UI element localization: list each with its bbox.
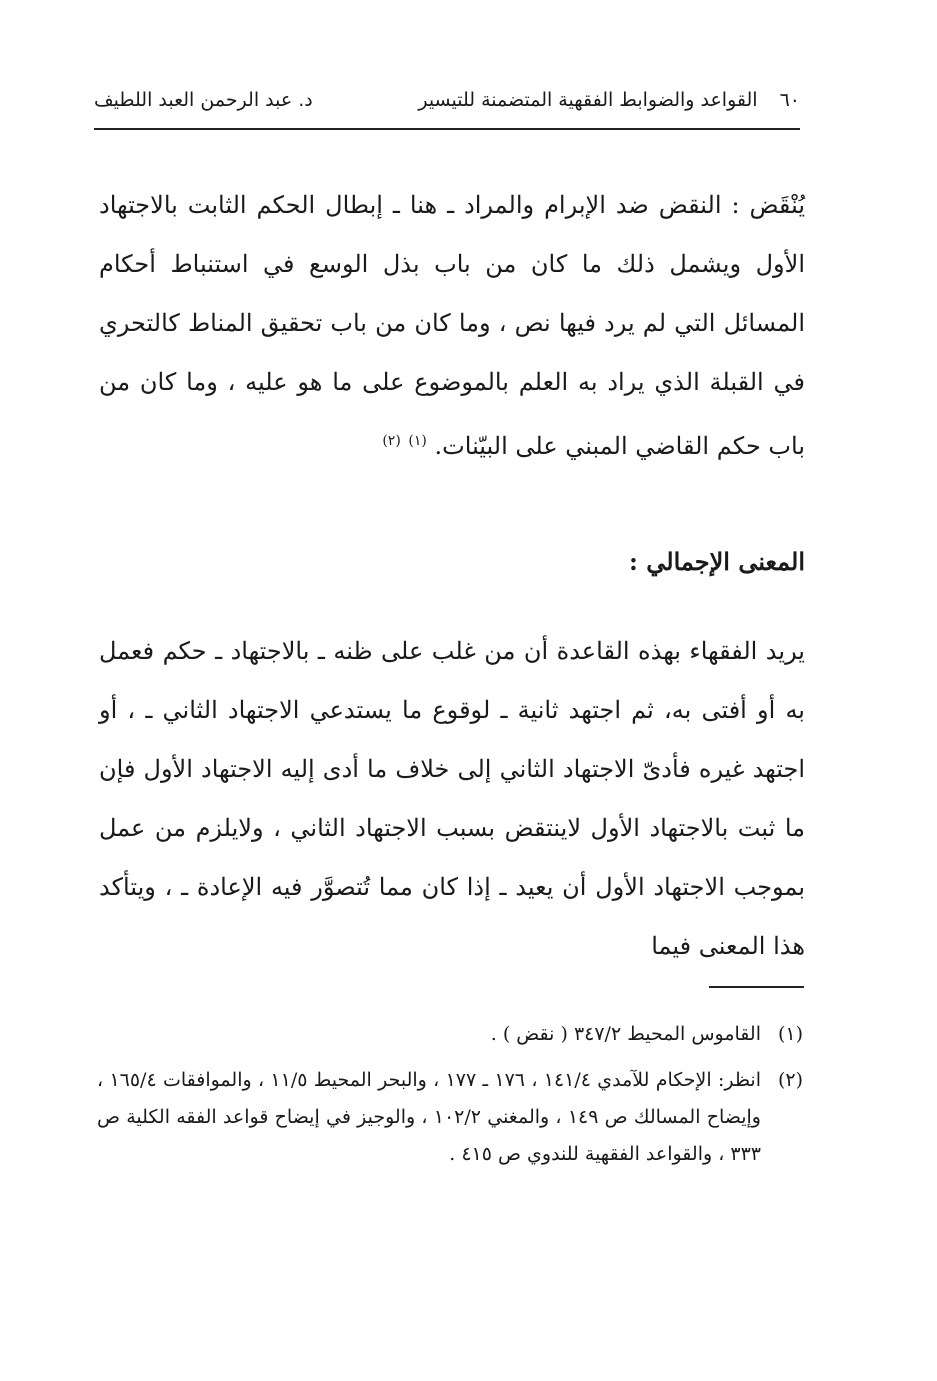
footnote-text: انظر: الإحكام للآمدي ١٤١/٤ ، ١٧٦ ـ ١٧٧ ، والبحر المحيط ١١/٥ ، والموافقات ١٦٥/٤ ، وإيضاح المسالك ص ١٤٩ ، والمغني ١٠٢/٢ ، والوجيز في إيضاح قواعد الفقه الكلية ص ٣٣٣ ، والقواعد الفقهية للندوي ص ٤١٥ . bbox=[97, 1069, 761, 1165]
footnote-ref-2: (٢) bbox=[382, 433, 401, 449]
general-meaning-text: يريد الفقهاء بهذه القاعدة أن من غلب على ظنه ـ بالاجتهاد ـ حكم فعمل به أو أفتى به، ثم اجتهد ثانية ـ لوقوع ما يستدعي الاجتهاد الثاني ـ ، أو اجتهد غيره فأدىّ الاجتهاد الثاني إلى خلاف ما أدى إليه الاجتهاد الأول فإن ما ثبت بالاجتهاد الأول لاينتقض بسبب الاجتهاد الثاني ، ولايلزم من عمل بموجب الاجتهاد الأول أن يعيد ـ إذا كان مما تُتصوَّر فيه الإعادة ـ ، ويتأكد هذا المعنى فيما bbox=[99, 637, 805, 960]
footnote-item bbox=[97, 1062, 803, 1173]
footnote-divider bbox=[709, 986, 804, 988]
footnote-number: (١) bbox=[777, 1023, 803, 1045]
section-heading: المعنى الإجمالي : bbox=[629, 547, 805, 576]
footnotes bbox=[97, 1016, 803, 1182]
book-title: القواعد والضوابط الفقهية المتضمنة للتيسير bbox=[418, 89, 758, 111]
footnote-ref-1: (١) bbox=[408, 433, 427, 449]
page-number: ٦٠ bbox=[779, 89, 800, 111]
author-name: د. عبد الرحمن العبد اللطيف bbox=[94, 89, 313, 111]
definition-text: يُنْقَض : النقض ضد الإبرام والمراد ـ هنا ـ إبطال الحكم الثابت بالاجتهاد الأول ويشمل ذلك ما كان من باب بذل الوسع في استنباط أحكام المسائل التي لم يرد فيها نص ، وما كان من باب تحقيق المناط كالتحري في القبلة الذي يراد به العلم بالموضوع على ما هو عليه ، وما كان من باب حكم القاضي المبني على البيّنات. bbox=[99, 191, 806, 460]
definition-paragraph bbox=[99, 176, 805, 476]
footnote-item bbox=[97, 1016, 803, 1053]
footnote-text: القاموس المحيط ٣٤٧/٢ ( نقض ) . bbox=[490, 1023, 761, 1045]
running-header bbox=[94, 86, 800, 114]
general-meaning-paragraph bbox=[99, 598, 805, 1000]
footnote-number: (٢) bbox=[777, 1069, 803, 1091]
header-divider bbox=[94, 128, 800, 130]
